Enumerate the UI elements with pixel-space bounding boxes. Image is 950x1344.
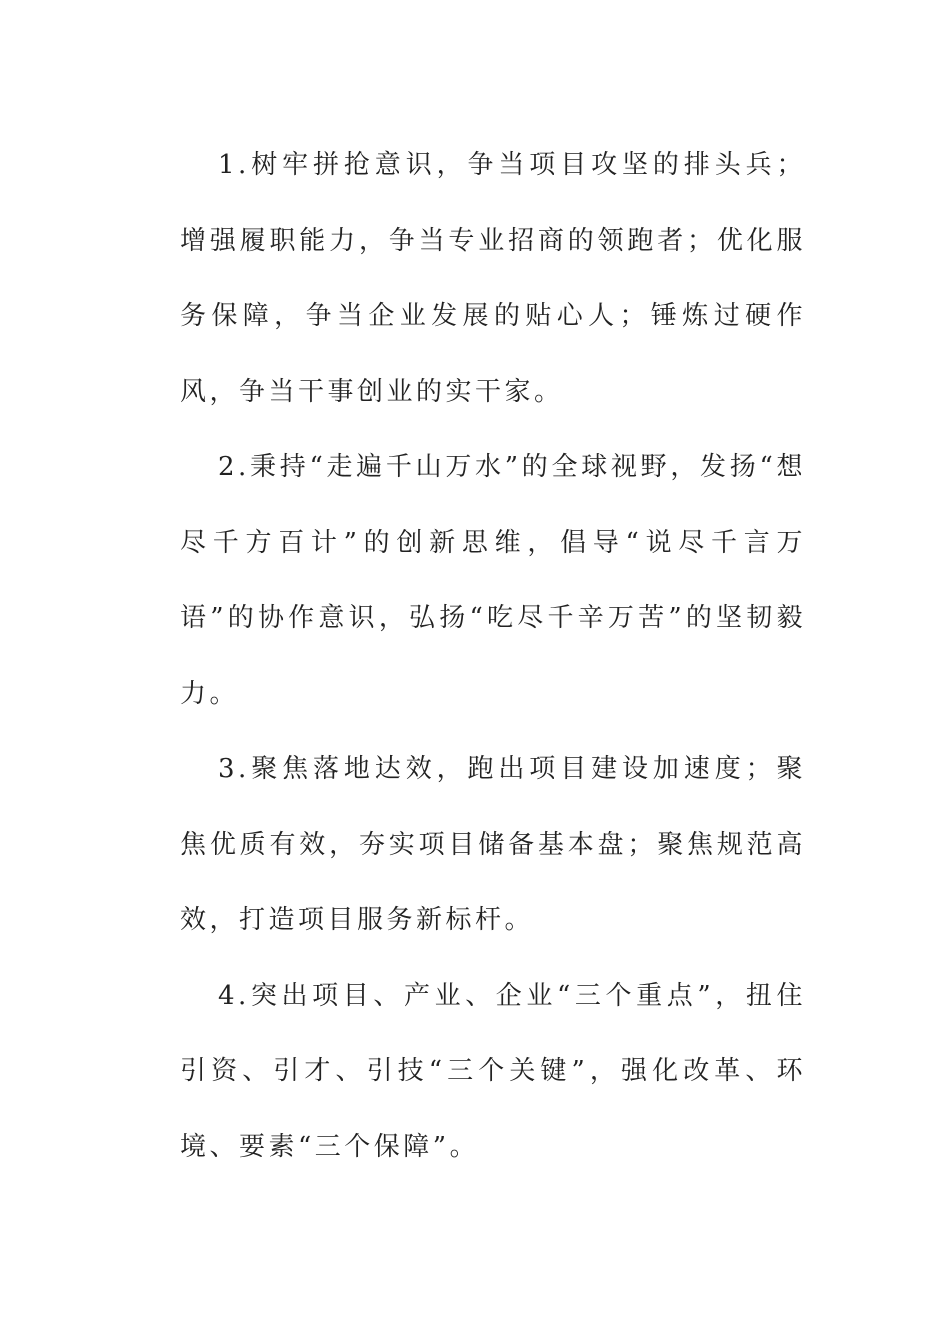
document-body xyxy=(180,128,806,1185)
paragraph-1: 1.树牢拼抢意识，争当项目攻坚的排头兵；增强履职能力，争当专业招商的领跑者；优化服务保障，争当企业发展的贴心人；锤炼过硬作风，争当干事创业的实干家。 xyxy=(180,150,806,407)
paragraph-3: 3.聚焦落地达效，跑出项目建设加速度；聚焦优质有效，夯实项目储备基本盘；聚焦规范高效，打造项目服务新标杆。 xyxy=(180,754,806,935)
paragraph-2: 2.秉持“走遍千山万水”的全球视野，发扬“想尽千方百计”的创新思维，倡导“说尽千言万语”的协作意识，弘扬“吃尽千辛万苦”的坚韧毅力。 xyxy=(180,452,806,709)
paragraph-4: 4.突出项目、产业、企业“三个重点”，扭住引资、引才、引技“三个关键”，强化改革、环境、要素“三个保障”。 xyxy=(180,980,806,1162)
